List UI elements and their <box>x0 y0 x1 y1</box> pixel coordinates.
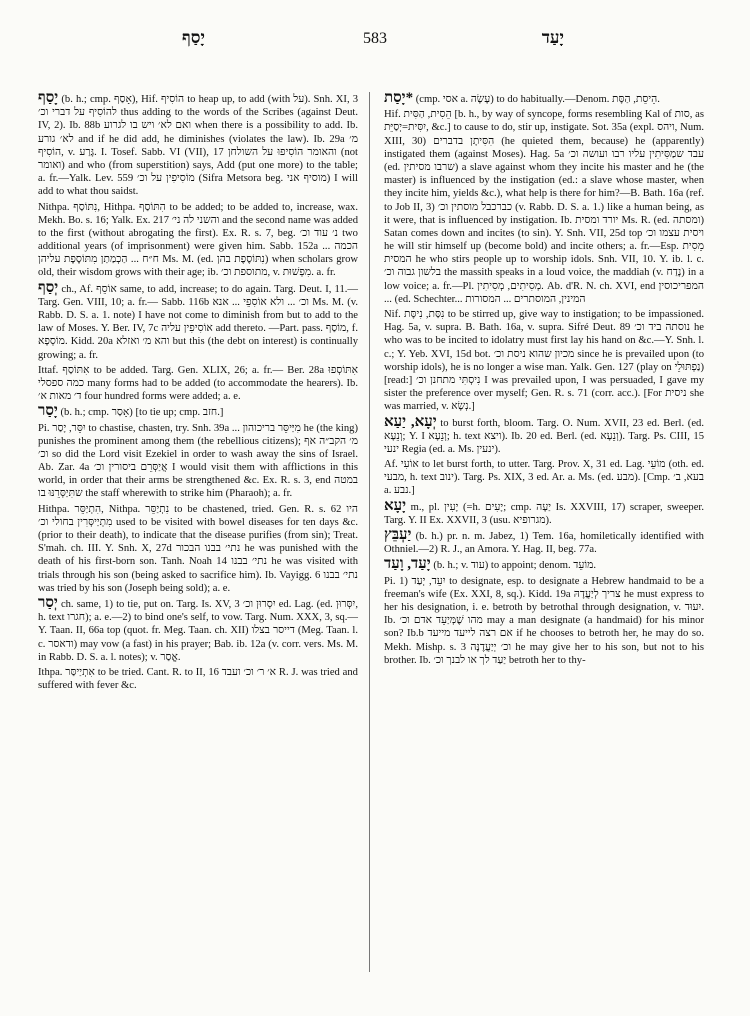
entry-headword: יְסַר <box>38 594 58 611</box>
dictionary-entry <box>384 575 704 667</box>
entry-headword: *יָסַת <box>384 90 414 106</box>
entry-text: (b. h.; v. עוד) to appoint; denom. מוֹעֵד. <box>433 560 597 572</box>
entry-headword: יְעָא, יַעַא <box>384 413 437 430</box>
page-number: 583 <box>363 30 387 47</box>
entry-headword: יָסַף <box>38 90 59 106</box>
column-divider <box>369 92 370 972</box>
entry-headword: יָעַד, וָעַד <box>384 556 431 573</box>
dictionary-entry <box>38 594 359 664</box>
dictionary-entry <box>38 92 358 199</box>
entry-text: (b. h.) pr. n. m. Jabez, 1) Tem. 16a, homiletically identified with Othniel.—2) R. J., an Amora. Y. Hag. II, beg. 77a. <box>384 531 704 556</box>
entry-text: Af. אוֹעִי to let burst forth, to utter. Targ. Prov. X, 31 ed. Lag. מוֹעֵי (oth. ed. מבעי, h. text ינוב). Targ. Ps. XIX, 3 ed. Ar. a. Ms. (ed. מבע). [Cmp. בעא, ב׳ a. נבע.] <box>384 459 704 497</box>
dictionary-entry <box>384 458 704 498</box>
entry-text: Nithpa. נִתּוֹסַף, Hithpa. הִתּוֹסַף to be added; to be added to, increase, wax. Mekh. Bo. s. 16; Yalk. Ex. 217 והשני לה ני׳ and the second name was added to the first (without abrogating the first). Ex. R. s. 7, beg. נ׳ עוד וכ׳ two additional years (of imprisonment) were given him. Sabb. 152a הכמה ... ח״ח ... הַכְמַתַן מִתּוֹסֶפֶת עליהן Ms. M. (ed. נִתּוֹסֶפֶת בהן) when scholars grow old, their wisdom grows with their age; ib. מתוספת וכ׳, v. מִפְשׁוּת. a. fr. <box>38 201 359 279</box>
left-column <box>38 92 358 694</box>
dictionary-entry <box>384 497 704 527</box>
running-head-left: יָסַף <box>182 28 205 47</box>
entry-text: m., pl. יָעִין (=h. יָעִים; cmp. יַעָה Is. XXVIII, 17) scraper, sweeper. Targ. Y. II Ex. XXVII, 3 (usu. מגרופיא). <box>384 501 704 526</box>
entry-text: ch. same, 1) to tie, put on. Targ. Is. XV, 3 יִסְרוּן וכ׳ ed. Lag. (ed. יִסְּרוּן, h. text חגרו); a. e.—2) to bind one's self, to vow. Targ. Num. XXX, 3, sq.—Y. Taan. II, 66a top (quot. fr. Meg. Taan. ch. XII) דייסר בצלו (Meg. Taan. l. c. ודאסר) may vow (a fast) in his prayer; Bab. ib. 12a (v. corr. vers. Ms. M. in Rabb. D. S. a. l. notes); v. אֱסַר. <box>38 598 359 663</box>
entry-text: Hif. הֵסִית, הַסִּית [b. h., by way of syncope, forms resembling Kal of סות, as יִסִּית=יְסַיֵּת, &c.] to cause to do, stir up, instigate. Sot. 35a (expl. ויהס, Num. XIII, 30) הִסִּיתָן בדברים (he quieted them, because) he (apparently) instigated them (against Moses). Hag. 5a עבד שמַסִּיתִין עליו רבו ועושה וכ׳ (ed. שרבו מסיתין) a slave against whom they incite his master and he (the master) is influenced by the instigation (ed.: a slave whose master, when they incite him, yields &c.), what help is there for him?—B. Bath. 16a (ref. to Job II, 3) כברכבל מוסתין וכ׳ (v. Rabb. D. S. a. 1.) like a human being, as it were, that is influenced by instigation. Ib. יורד ומסית Ms. R. (ed. ומסתה) Satan comes down and incites (to sin). Y. Snh. VII, 25d top ויסית עצמו וכ׳ he will stir himself up (become bold) and incite others; a. fr.—Esp. מֵסִית המסית he who stirs people up to worship idols. Snh. VII, 10. Y. ib. l. c. בלשון גבוה וכ׳ the massith speaks in a loud voice, the maddiah (v. נָדַח) in a low voice; a. fr.—Pl. מְסִיתִים, מְסִיתִין. Ab. d'R. N. ch. XVI, end המפריכוסין ... (ed. Schechter... המינין, המוסתרים ... המסורות <box>384 109 705 305</box>
dictionary-entry <box>384 529 704 556</box>
dictionary-entry <box>384 308 704 414</box>
entry-text: Ittaf. אִתּוֹסַף to be added. Targ. Gen. XLIX, 26; a. fr.— Ber. 28a אִתּוֹסְפוּ כמה ספסלי many forms had to be added (to accommodate the hearers). Ib. ד׳ מאות א׳ four hundred forms were added; a. e. <box>38 364 358 403</box>
entry-text: (b. h.; cmp. אָסַר) [to tie up; cmp. חזב.] <box>60 407 224 419</box>
dictionary-entry <box>38 422 358 501</box>
dictionary-entry <box>38 279 358 362</box>
dictionary-entry <box>38 503 358 595</box>
entry-text: (cmp. אסי a. עָשָׂה) to do habitually.—Denom. הֵיסֵת, הַסָּת. <box>415 94 660 105</box>
dictionary-entry <box>38 405 358 419</box>
entry-text: Ithpa. אִתְיַיסַּר to be tried. Cant. R. to II, 16 א׳ ר׳ וכ׳ ועבד R. J. was tried and suffered with fever &c. <box>38 666 358 692</box>
entry-text: Pi. יִסֵּר, יָסַר to chastise, chasten, try. Snh. 39a ... מִיַּיסֵּר בריכוהון he (the king) punishes the prominent among them (the rebellious citizens); מ׳ הקב״ה אף וכ׳ so did the Lord visit Ezekiel in order to wash away the sins of Israel. Ab. Zar. 4a אֲיַסְּרֵם ביסורין וכ׳ I would visit them with afflictions in this world, in order that their arms be strengthened &c. Ex. R. s. 3, end במטה שתִּיַסְּרֵנּוּ בו the staff wherewith to strike him (Pharaoh); a. fr. <box>38 422 358 500</box>
running-head-right: יָעַד <box>541 28 564 47</box>
right-column <box>384 92 704 669</box>
dictionary-entry <box>38 666 358 692</box>
entry-headword: יָעָא <box>384 497 407 514</box>
entry-headword: יַעְבֵּץ <box>384 527 412 543</box>
dictionary-entry <box>38 201 358 280</box>
entry-text: to burst forth, bloom. Targ. O. Num. XVII, 23 ed. Berl. (ed. וְנֵעָא; Y. I וְנֵעָא; h. text ויצא). Ib. 20 ed. Berl. (ed. וְנֵעָא). Targ. Ps. CIII, 15 ינעי Regia (ed. a. Ms. ינעין). <box>384 417 704 455</box>
dictionary-entry <box>384 92 704 106</box>
entry-text: Hithpa. הִתְיַסֵּר, Nithpa. נִתְיַסֵּר to be chastened, tried. Gen. R. s. 62 היו מִתְיַיסְּרִין בחולי וכ׳ used to be visited with bowel diseases for ten days &c. (prior to their death), to indicate that the disease purifies (from sin); Treat. S'mah. ch. III. Y. Snh. X, 27d נתי׳ בבנו הבכור he was punished with the death of his first-born son. Tanh. Noah 14 נתי׳ בבנו he was visited with trials through his son (being asked to sacrifice him). Ib. Vayigg. 6 נתי׳ בבנו was tried by his son (Joseph being sold); a. e. <box>38 503 359 594</box>
entry-text: (b. h.; cmp. אָסַף), Hif. הוֹסִיף to heap up, to add (with על). Snh. XI, 3 להוֹסִיף על דברי וכ׳ thus adding to the words of the Scribes (against Deut. IV, 2). Ib. 88b ואם לא׳ ויש בו לגרוע when there is a possibility to add. Ib. לא׳ גורע and if he did add, he diminishes (violates the law). Ib. 29a מ׳ הוֹסִיף, v. גָּרַע. I. Tosef. Sabb. VI (VII), 17 והאומר הוֹסִיפוּ על השולחן (not ואומר) and who (from superstition) says, Add (put one more) to the table; a. fr.—Yalk. Lev. 559 מוֹסִיפִין על וכ׳ (Sifra Metsora beg. מוסיף אני) I will add to what thou saidst. <box>38 94 358 198</box>
entry-text: ch., Af. אוֹסֵף same, to add, increase; to do again. Targ. Deut. I, 11.—Targ. Gen. VIII, 10; a. fr.— Sabb. 116b וכ׳ ... ולא אוֹסִפֵי ... אנא Ms. M. (v. Rabb. D. S. a. 1. note) I have not come to diminish from but to add to the law of Moses. Y. Ber. IV, 7c אוֹסִיפִין עליה add thereto. —Part. pass. מוֹסַף, f. מוֹסְפָא. Kidd. 20a והא מ׳ ואזלא but this (the debt on interest) is continually growing; a. fr. <box>38 283 358 361</box>
entry-text: Pi. 1) יִעֵד, יְעַד to designate, esp. to designate a Hebrew handmaid to be a freeman's wife (Ex. XXI, 8, sq.). Kidd. 19a צריך לְיַעֲדָהּ he must express to her his designation, i. e. betroth by betrothal through designation, v. יִעוּד. Ib. מהו שֶׁמְּיַעֵד אדם וכ׳ may a man designate (a handmaid) for his minor son? Ib.b אם רצה לייעד מייעד if he chooses to betroth her, he may do so. Mekh. Mishp. s. 3 וכ׳ יְיַעֲדֶנָּה he may give her to his son, but not to his brother. Ib. יַעַד לך או לבנך וכ׳ betroth her to thy- <box>384 575 705 666</box>
dictionary-entry <box>384 558 704 572</box>
dictionary-entry <box>384 413 704 457</box>
entry-text: Nif. נִסַּת, נִיסָּת to be stirred up, give way to instigation; to be impassioned. Hag. 5a, v. supra. B. Bath. 16a, v. supra. Sifré Deut. 89 נוסתה ביד וכ׳ he who was to be incited to idolatry must first lay his hand on &c.—Y. Snh. l. c.; Y. Yeb. XVI, 15d bot. מכיון שהוא ניסת וכ׳ since he is prevailed upon (to worship idols), he is no longer a wise man. Yalk. Gen. 127 (play on נַפְתּוּלֵי) [read:] נִיסְתִּי מתחנן וכ׳ I was prevailed upon, I was persuaded, I gave my sister the preference over myself; Gen. R. s. 71 (corr. acc.). [For ניסית she was married, v. נְשָׂא.] <box>384 309 704 413</box>
entry-headword: יְסַף <box>38 279 59 296</box>
dictionary-entry <box>384 108 704 306</box>
dictionary-entry <box>38 364 358 404</box>
entry-headword: יָסַר <box>38 403 58 420</box>
